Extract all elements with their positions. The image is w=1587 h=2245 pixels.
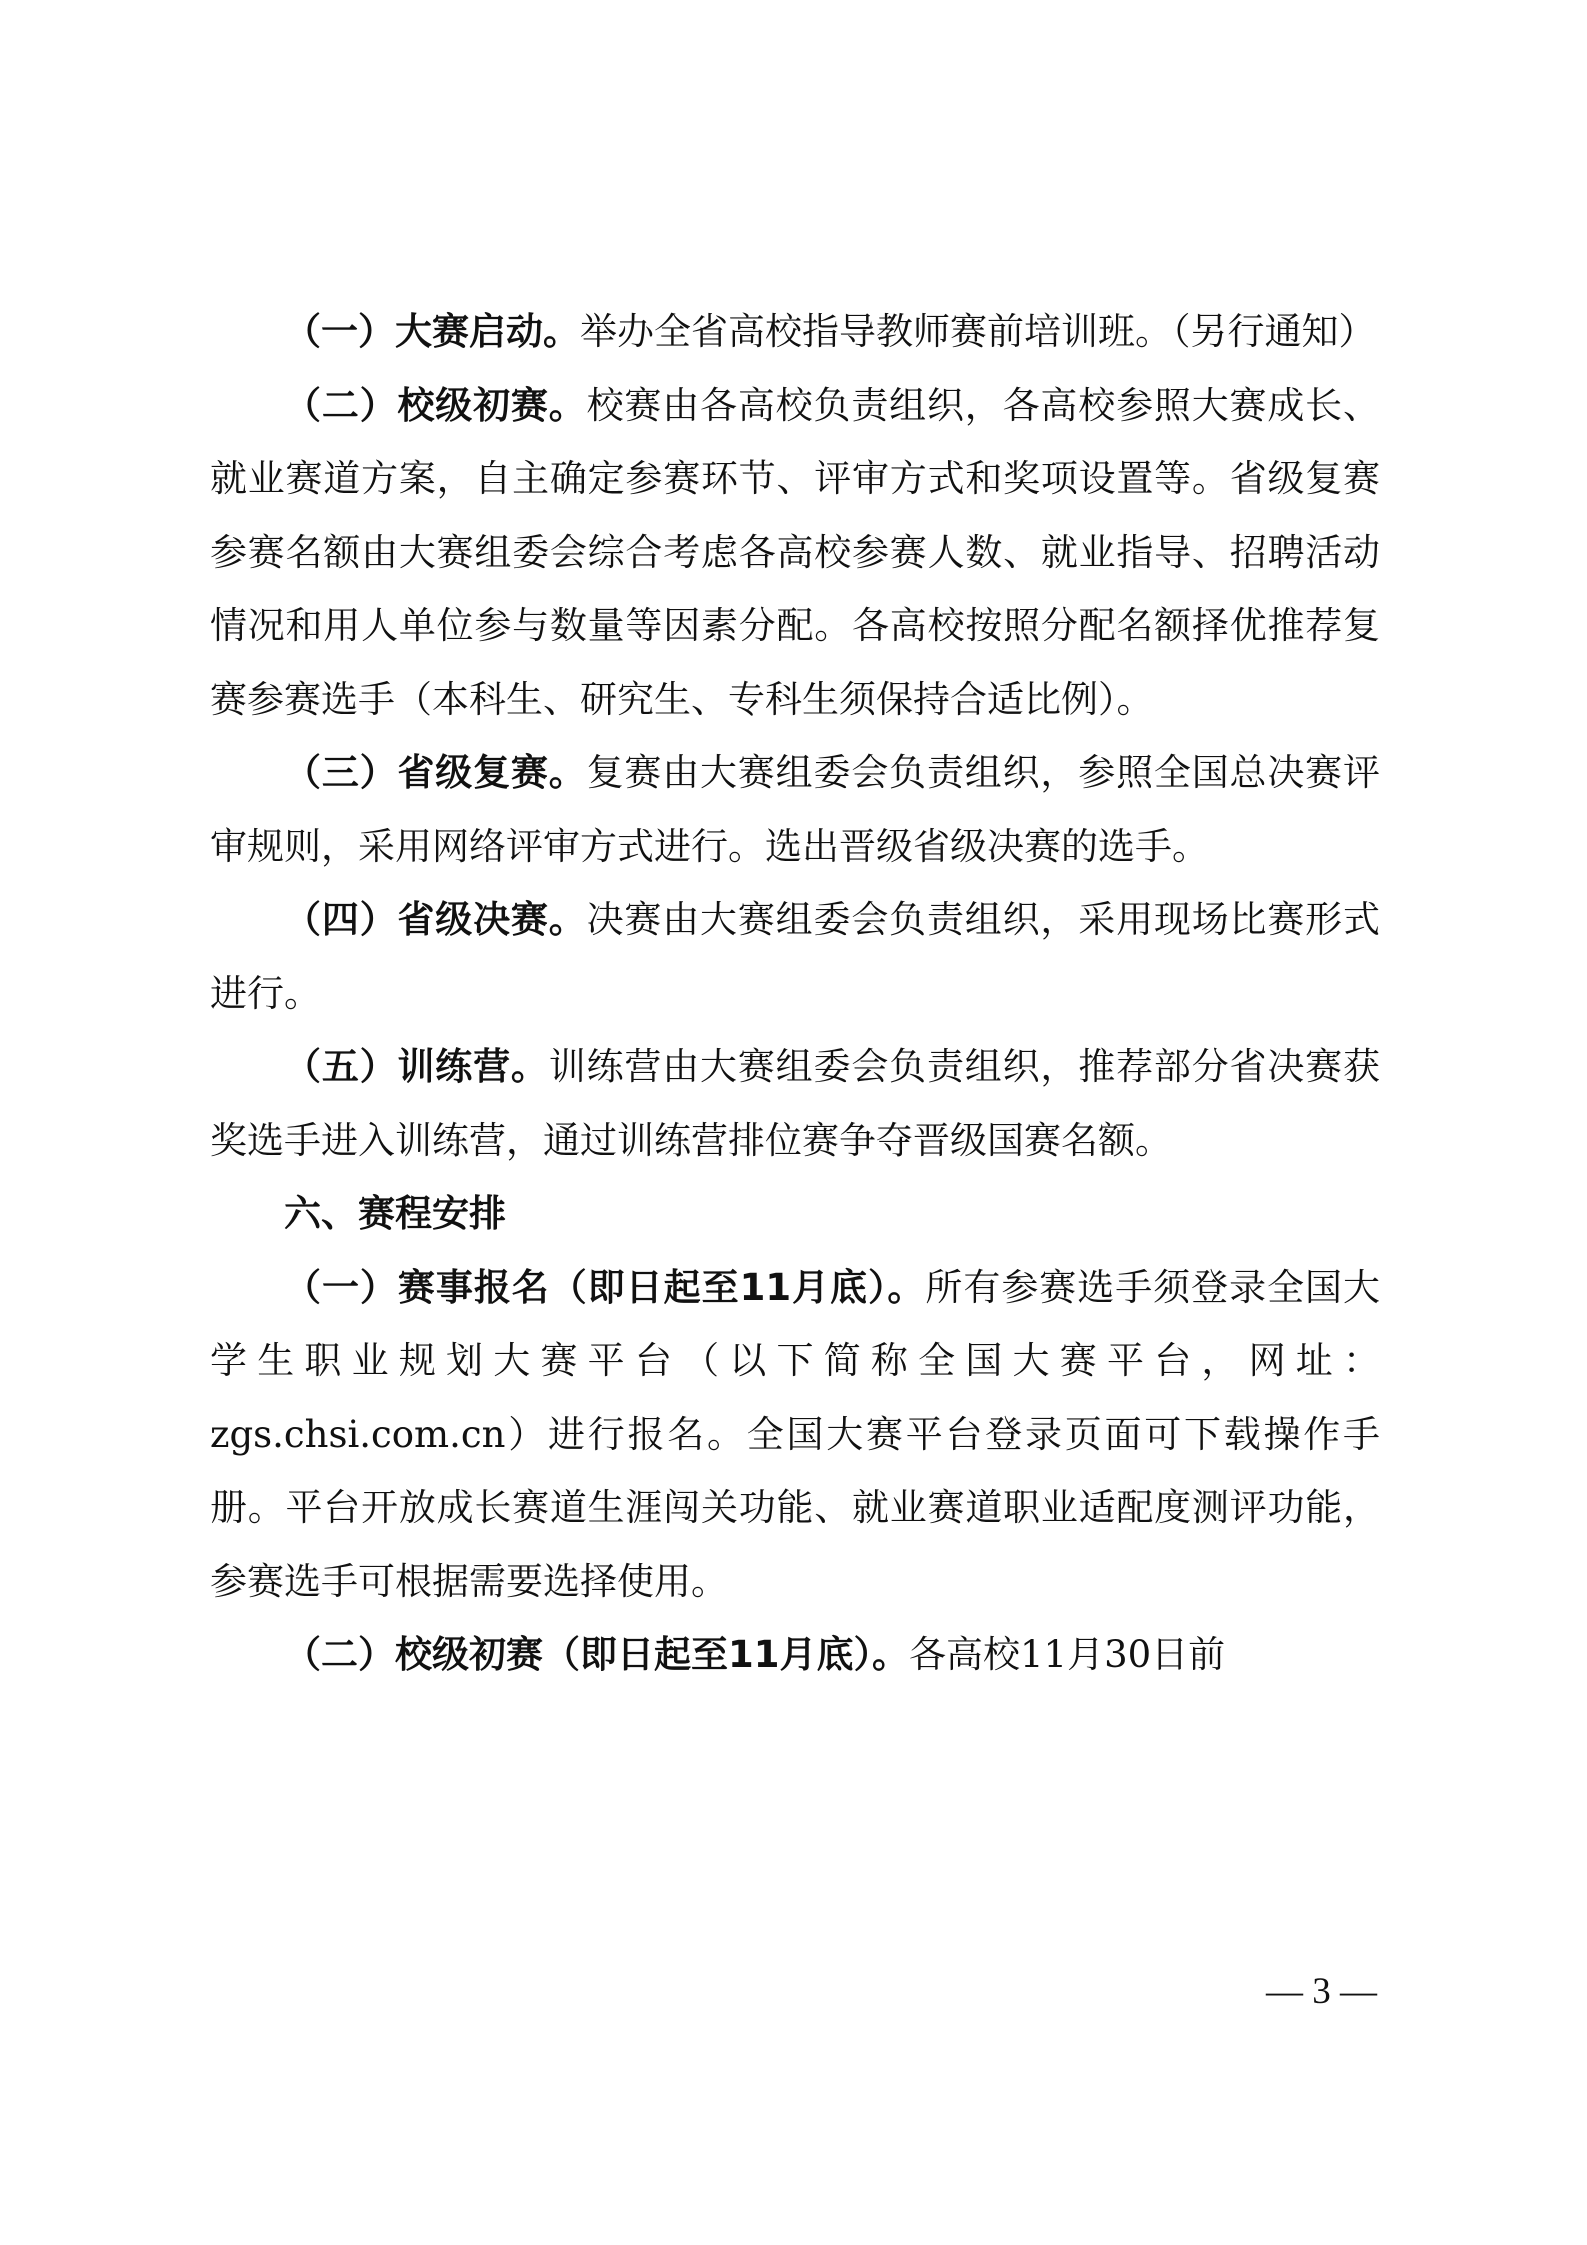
paragraph-text: 复赛由大赛组委会负责组织，参照全国总决赛评审规则，采用网络评审方式进行。选出晋级省级决赛的选手。 xyxy=(210,751,1381,868)
paragraph-lead: （二）校级初赛（即日起至11月底）。 xyxy=(284,1633,909,1676)
document-body xyxy=(210,295,1380,1692)
paragraph-school-preliminary-schedule xyxy=(210,1618,1380,1692)
paragraph-provincial-semifinal xyxy=(210,736,1380,883)
page-number: — 3 — xyxy=(1266,1971,1377,2012)
paragraph-text: 校赛由各高校负责组织，各高校参照大赛成长、就业赛道方案，自主确定参赛环节、评审方式和奖项设置等。省级复赛参赛名额由大赛组委会综合考虑各高校参赛人数、就业指导、招聘活动情况和用人单位参与数量等因素分配。各高校按照分配名额择优推荐复赛参赛选手（本科生、研究生、专科生须保持合适比例）。 xyxy=(210,383,1381,721)
paragraph-text: 训练营由大赛组委会负责组织，推荐部分省决赛获奖选手进入训练营，通过训练营排位赛争夺晋级国赛名额。 xyxy=(210,1045,1380,1162)
paragraph-registration xyxy=(210,1251,1380,1619)
paragraph-lead: （四）省级决赛。 xyxy=(284,898,587,941)
paragraph-text: 决赛由大赛组委会负责组织，采用现场比赛形式进行。 xyxy=(210,898,1381,1015)
paragraph-school-preliminary xyxy=(210,369,1380,737)
paragraph-text: 举办全省高校指导教师赛前培训班。（另行通知） xyxy=(580,310,1376,353)
paragraph-lead: （一）赛事报名（即日起至11月底）。 xyxy=(284,1265,926,1309)
paragraph-text: 所有参赛选手须登录全国大学生职业规划大赛平台（以下简称全国大赛平台，网址：zgs.chsi.com.cn）进行报名。全国大赛平台登录页面可下载操作手册。平台开放成长赛道生涯闯关功能、就业赛道职业适配度测评功能，参赛选手可根据需要选择使用。 xyxy=(210,1265,1380,1603)
paragraph-lead: （二）校级初赛。 xyxy=(284,383,587,427)
paragraph-lead: （一）大赛启动。 xyxy=(284,310,580,353)
paragraph-text: 各高校11月30日前 xyxy=(909,1633,1226,1676)
paragraph-training-camp xyxy=(210,1030,1380,1177)
paragraph-lead: （五）训练营。 xyxy=(284,1045,549,1088)
paragraph-launch xyxy=(210,295,1380,369)
section-heading: 六、赛程安排 xyxy=(284,1192,506,1235)
paragraph-provincial-final xyxy=(210,883,1380,1030)
paragraph-lead: （三）省级复赛。 xyxy=(284,751,587,794)
